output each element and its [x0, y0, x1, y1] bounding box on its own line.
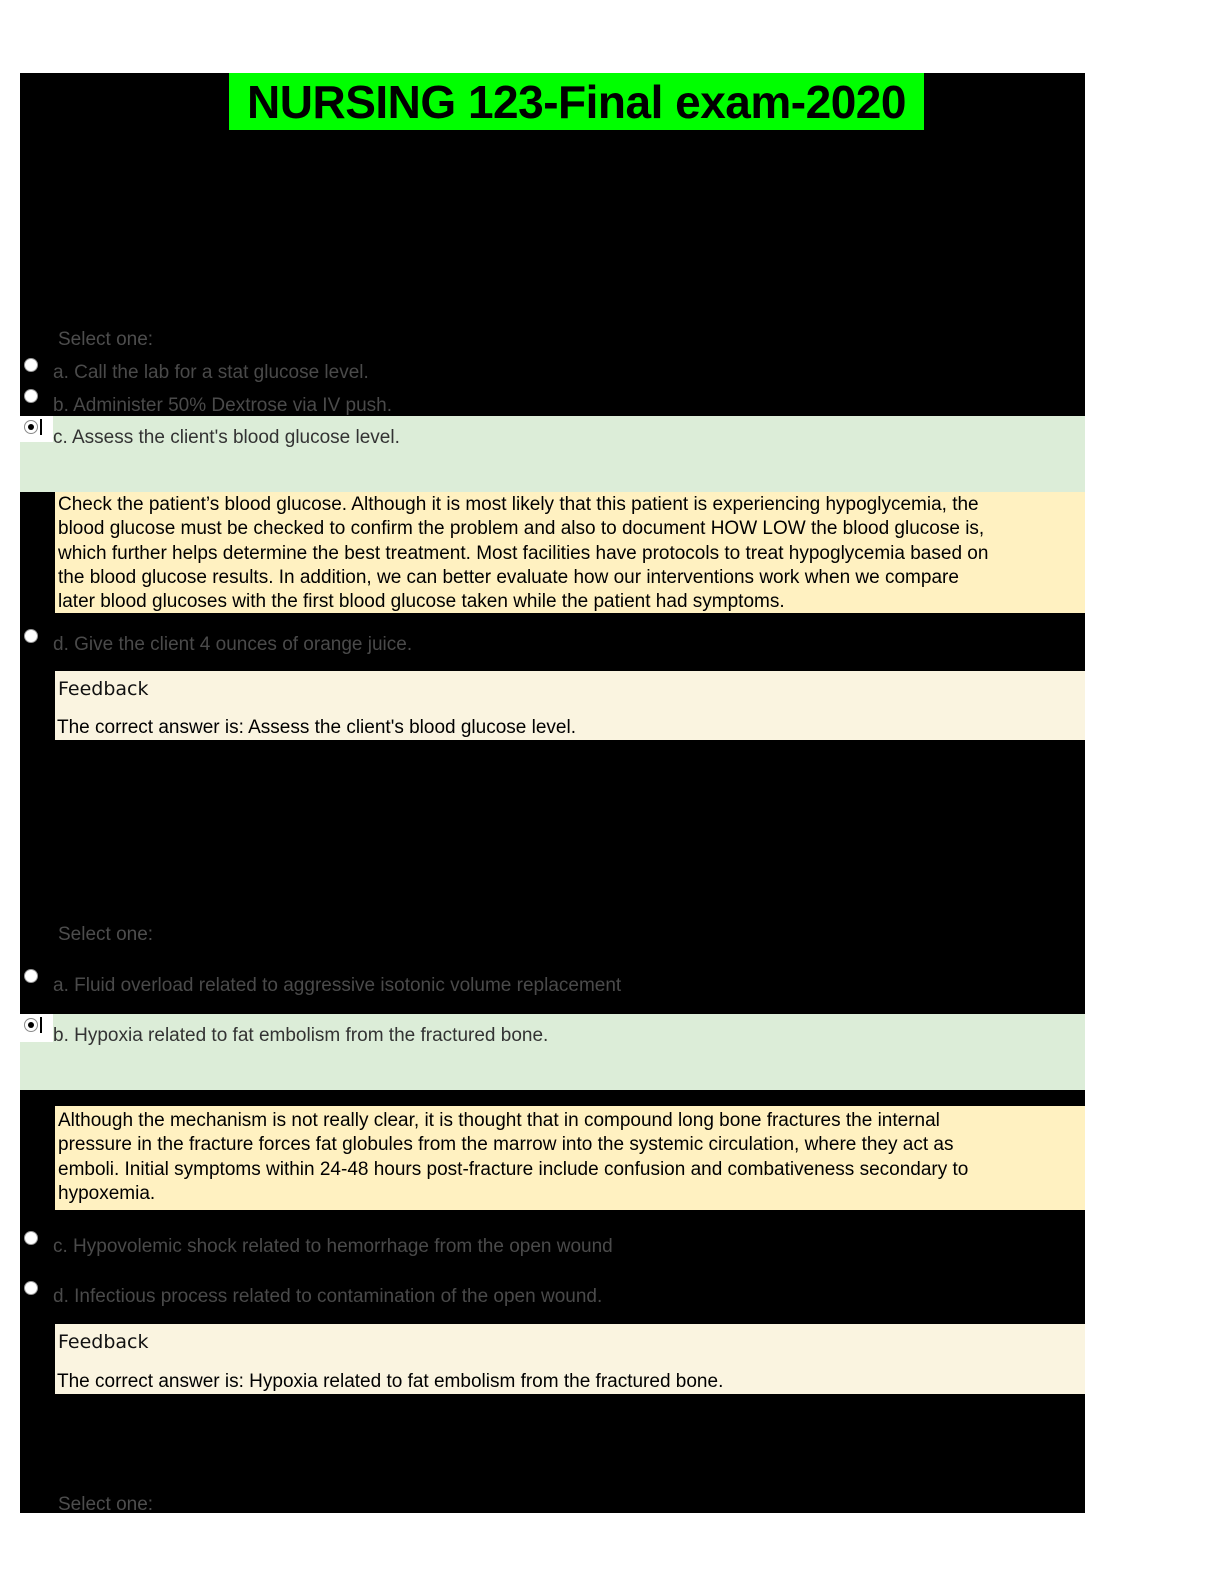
- document-title-highlight: [229, 73, 924, 130]
- q1-option-a-label[interactable]: a. Call the lab for a stat glucose level.: [53, 362, 369, 383]
- q1-rationale-line: later blood glucoses with the first blood glucose taken while the patient had symptoms.: [58, 591, 785, 613]
- q1-rationale-line: Check the patient’s blood glucose. Although it is most likely that this patient is experiencing hypoglycemia, the: [58, 494, 979, 515]
- text-cursor-icon: [40, 1017, 42, 1033]
- q2-rationale-line: hypoxemia.: [58, 1182, 156, 1204]
- q2-option-b-label[interactable]: b. Hypoxia related to fat embolism from the fractured bone.: [53, 1025, 549, 1046]
- q1-rationale-line: which further helps determine the best treatment. Most facilities have protocols to treat hypoglycemia based on: [58, 542, 989, 564]
- q2-option-b-radio-wrap[interactable]: [20, 1014, 53, 1042]
- q1-option-b-label[interactable]: b. Administer 50% Dextrose via IV push.: [53, 395, 392, 416]
- q2-rationale-line: Although the mechanism is not really clear, it is thought that in compound long bone fractures the internal: [58, 1110, 940, 1131]
- q2-option-c-label[interactable]: c. Hypovolemic shock related to hemorrhage from the open wound: [53, 1236, 613, 1257]
- q2-rationale-line: emboli. Initial symptoms within 24-48 hours post-fracture include confusion and combativeness secondary to: [58, 1158, 969, 1180]
- q3-select-one-label: Select one:: [58, 1494, 154, 1515]
- q2-option-d-radio[interactable]: [24, 1281, 38, 1295]
- q1-option-a-radio[interactable]: [24, 358, 38, 372]
- q2-option-a-radio[interactable]: [24, 969, 38, 983]
- q1-rationale-line: the blood glucose results. In addition, we can better evaluate how our interventions work when we compare: [58, 566, 959, 588]
- q1-correct-answer: The correct answer is: Assess the client's blood glucose level.: [57, 717, 576, 738]
- q1-option-d-radio[interactable]: [24, 629, 38, 643]
- q2-feedback-title: Feedback: [58, 1331, 149, 1353]
- text-cursor-icon: [40, 419, 42, 435]
- q2-feedback-box: [55, 1324, 1085, 1394]
- q2-option-a-label[interactable]: a. Fluid overload related to aggressive isotonic volume replacement: [53, 975, 622, 996]
- q1-feedback-title: Feedback: [58, 678, 149, 700]
- q1-option-d-label[interactable]: d. Give the client 4 ounces of orange juice.: [53, 634, 413, 655]
- q2-option-c-radio[interactable]: [24, 1231, 38, 1245]
- q1-option-c-label[interactable]: c. Assess the client's blood glucose level.: [53, 427, 400, 448]
- q2-correct-answer: The correct answer is: Hypoxia related to fat embolism from the fractured bone.: [57, 1371, 724, 1392]
- q1-rationale-line: blood glucose must be checked to confirm the problem and also to document HOW LOW the blood glucose is,: [58, 518, 985, 540]
- q1-rationale-box: [55, 492, 1085, 613]
- exam-page: [20, 73, 1085, 1513]
- q1-option-b-radio[interactable]: [24, 389, 38, 403]
- q2-rationale-line: pressure in the fracture forces fat globules from the marrow into the systemic circulation, where they act as: [58, 1134, 954, 1156]
- q2-rationale-box: [55, 1106, 1085, 1210]
- document-title: NURSING 123-Final exam-2020: [247, 75, 906, 128]
- q1-feedback-box: [55, 671, 1085, 740]
- q1-select-one-label: Select one:: [58, 329, 154, 350]
- q1-option-c-radio-wrap[interactable]: [20, 416, 53, 442]
- q2-select-one-label: Select one:: [58, 924, 154, 945]
- q2-option-b-radio-selected[interactable]: [24, 1018, 38, 1032]
- q1-option-c-radio-selected[interactable]: [24, 420, 38, 434]
- q2-option-d-label[interactable]: d. Infectious process related to contamination of the open wound.: [53, 1286, 603, 1307]
